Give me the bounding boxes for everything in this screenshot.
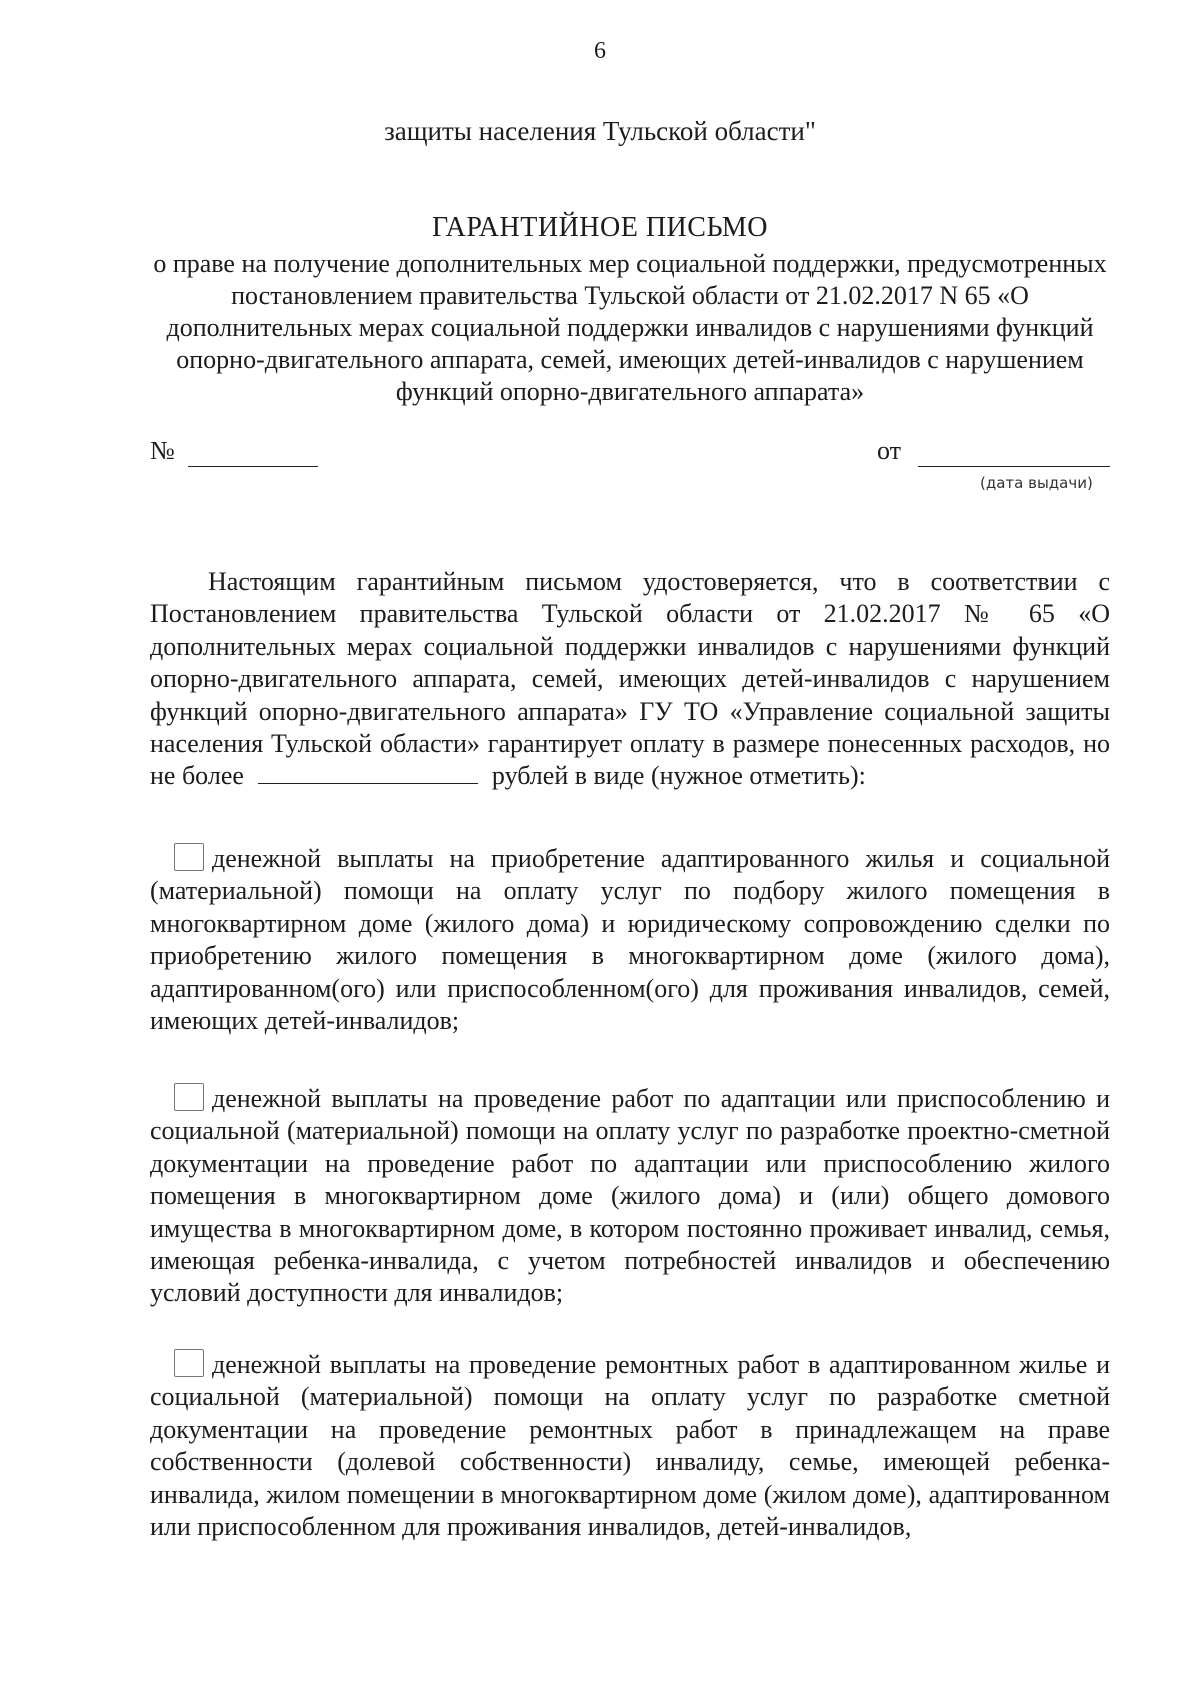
amount-blank-line[interactable]	[258, 761, 478, 784]
option-item	[150, 1349, 1110, 1543]
checkbox-icon[interactable]	[174, 1083, 204, 1111]
number-label: №	[150, 436, 175, 465]
option-item	[150, 1083, 1110, 1310]
main-paragraph	[150, 566, 1110, 793]
from-label: от	[877, 436, 902, 465]
page-number: 6	[594, 38, 606, 64]
number-date-row	[150, 436, 1110, 492]
paragraph-text-end: рублей в виде (нужное отметить):	[491, 761, 866, 791]
paragraph-text: Настоящим гарантийным письмом удостоверяется, что в соответствии с Постановлением правительства Тульской области от 21.02.2017 № 65 «О дополнительных мерах социальной поддержки инвалидов с нарушениями функций опорно-двигательного аппарата, семей, имеющих детей-инвалидов с нарушением функций опорно-двигательного аппарата» ГУ ТО «Управление социальной защиты населения Тульской области» гарантирует оплату в размере понесенных расходов, но не более	[150, 567, 1110, 791]
date-caption: (дата выдачи)	[980, 474, 1093, 492]
date-blank-line[interactable]	[918, 466, 1110, 467]
option-text: денежной выплаты на приобретение адаптированного жилья и социальной (материальной) помощи на оплату услуг по подбору жилого помещения в многоквартирном доме (жилого дома) и юридическому сопровождению сделки по приобретению жилого помещения в многоквартирном доме (жилого дома), адаптированном(ого) или приспособленном(ого) для проживания инвалидов, семей, имеющих детей-инвалидов;	[150, 844, 1110, 1036]
option-text: денежной выплаты на проведение ремонтных работ в адаптированном жилье и социальной (материальной) помощи на оплату услуг по разработке сметной документации на проведение ремонтных работ в принадлежащем на праве собственности (долевой собственности) инвалиду, семье, имеющей ребенка-инвалида, жилом помещении в многоквартирном доме (жилом доме), адаптированном или приспособленном для проживания инвалидов, детей-инвалидов,	[150, 1350, 1110, 1542]
header-continuation: защиты населения Тульской области"	[384, 116, 816, 146]
document-title: ГАРАНТИЙНОЕ ПИСЬМО	[431, 212, 769, 243]
option-item	[150, 843, 1110, 1037]
checkbox-icon[interactable]	[174, 1349, 204, 1377]
number-blank-line[interactable]	[188, 466, 318, 467]
document-description: о праве на получение дополнительных мер социальной поддержки, предусмотренных постановлением правительства Тульской области от 21.02.2017 N 65 «О дополнительных мерах социальной поддержки инвалидов с нарушениями функций опорно-двигательного аппарата, семей, имеющих детей-инвалидов с нарушением функций опорно-двигательного аппарата»	[153, 249, 1107, 406]
checkbox-icon[interactable]	[174, 843, 204, 871]
option-text: денежной выплаты на проведение работ по адаптации или приспособлению и социальной (материальной) помощи на оплату услуг по разработке проектно-сметной документации на проведение работ по адаптации или приспособлению жилого помещения в многоквартирном доме (жилого дома) и (или) общего домового имущества в многоквартирном доме, в котором постоянно проживает инвалид, семья, имеющая ребенка-инвалида, с учетом потребностей инвалидов и обеспечению условий доступности для инвалидов;	[150, 1084, 1110, 1308]
